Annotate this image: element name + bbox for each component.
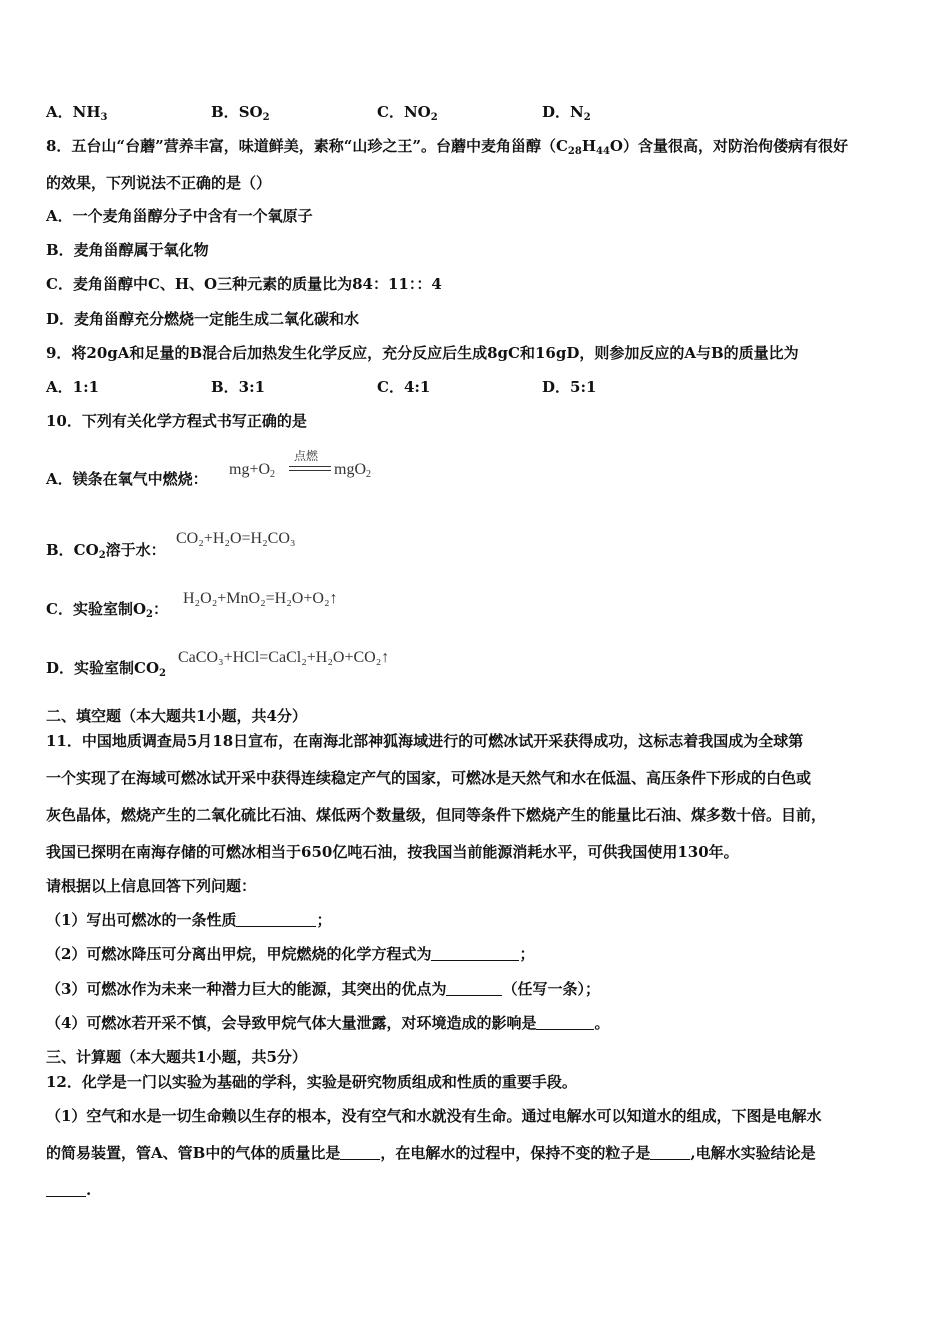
q9-option-b: B．3:1 [211,378,266,396]
answer-blank[interactable] [46,1182,86,1197]
q7-option-c: C．$NO_2$ [377,103,438,123]
answer-blank[interactable] [340,1145,380,1160]
q11-sub3: （3）可燃冰作为未来一种潜力巨大的能源，其突出的优点为 （任写一条）； [46,980,600,998]
q12-sub1-line2: 的简易装置，管A、管B中的气体的质量比是 ，在电解水的过程中，保持不变的粒子是 ,电解水实验结论是 [46,1144,816,1162]
q10-stem: 10．下列有关化学方程式书写正确的是 [46,412,307,430]
q10-option-d-equation: CaCO₃+HCl=CaCl₂+H₂O+CO₂↑ [178,649,390,666]
q12-sub1-line3: . [46,1180,91,1200]
q11-text-line4: 我国已探明在南海存储的可燃冰相当于650亿吨石油，按我国当前能源消耗水平，可供我国使用130年。 [46,843,739,861]
q8-stem-line2: 的效果，下列说法不正确的是（） [46,174,272,192]
q10-option-a-condition: 点燃 [294,449,319,463]
q10-option-b-equation: CO₂+H₂O=H₂CO₃ [176,530,296,547]
q8-option-b: B．麦角甾醇属于氧化物 [46,241,209,259]
q8-option-c: C．麦角甾醇中C、H、O三种元素的质量比为84：11：：4 [46,275,442,293]
q10-option-a-equals-bottom [289,470,331,471]
answer-blank[interactable] [650,1145,690,1160]
q7-option-d: D．$N_2$ [542,103,591,123]
q8-option-d: D．麦角甾醇充分燃烧一定能生成二氧化碳和水 [46,310,360,328]
q10-option-a-left: $mg+O_2$ [229,461,276,480]
q10-option-c-equation: H₂O₂+MnO₂=H₂O+O₂↑ [183,590,338,607]
q7-option-b: B．$SO_2$ [211,103,270,123]
q11-sub2: （2）可燃冰降压可分离出甲烷，甲烷燃烧的化学方程式为 ； [46,945,535,963]
q11-sub4: （4）可燃冰若开采不慎，会导致甲烷气体大量泄露，对环境造成的影响是 。 [46,1014,610,1032]
section3-title: 三、计算题（本大题共1小题，共5分） [46,1048,307,1066]
q11-sub1: （1）写出可燃冰的一条性质 ； [46,911,332,929]
q7-option-a: A．$NH_3$ [46,103,108,123]
q10-option-a-equals-top [289,466,331,467]
answer-blank[interactable] [236,912,316,927]
q10-option-a-label: A．镁条在氧气中燃烧： [46,470,208,488]
q11-text-line2: 一个实现了在海域可燃冰试开采中获得连续稳定产气的国家，可燃冰是天然气和水在低温、高压条件下形成的白色或 [46,769,812,787]
q11-prompt: 请根据以上信息回答下列问题： [46,877,257,895]
q11-text-line3: 灰色晶体，燃烧产生的二氧化硫比石油、煤低两个数量级，但同等条件下燃烧产生的能量比石油、煤多数十倍。目前， [46,806,827,824]
q12-stem: 12．化学是一门以实验为基础的学科，实验是研究物质组成和性质的重要手段。 [46,1073,577,1091]
q10-option-a-right: mgO$_2$ [334,461,371,480]
section2-title: 二、填空题（本大题共1小题，共4分） [46,707,307,725]
answer-blank[interactable] [431,946,519,961]
q8-option-a: A．一个麦角甾醇分子中含有一个氧原子 [46,207,313,225]
answer-blank[interactable] [536,1015,594,1030]
q9-option-d: D．5:1 [542,378,597,396]
q8-stem-line1: 8．五台山“台蘑”营养丰富，味道鲜美，素称“山珍之王”。台蘑中麦角甾醇$(C_{28}H_{44}O)$含量很高，对防治佝偻病有很好 [46,137,848,157]
q12-sub1-line1: （1）空气和水是一切生命赖以生存的根本，没有空气和水就没有生命。通过电解水可以知道水的组成，下图是电解水 [46,1107,822,1125]
q9-stem: 9．将20gA和足量的B混合后加热发生化学反应，充分反应后生成8gC和16gD，则参加反应的A与B的质量比为 [46,344,799,362]
q11-text-line1: 11．中国地质调查局5月18日宣布，在南海北部神狐海域进行的可燃冰试开采获得成功，这标志着我国成为全球第 [46,732,804,750]
q10-option-b-label: B．$CO_2$溶于水： [46,541,166,561]
q10-option-d-label: D．实验室制$CO_2$ [46,659,166,679]
q9-option-c: C．4:1 [377,378,431,396]
answer-blank[interactable] [446,981,502,996]
q9-option-a: A．1:1 [46,378,100,396]
q10-option-c-label: C．实验室制$O_2$： [46,600,168,620]
